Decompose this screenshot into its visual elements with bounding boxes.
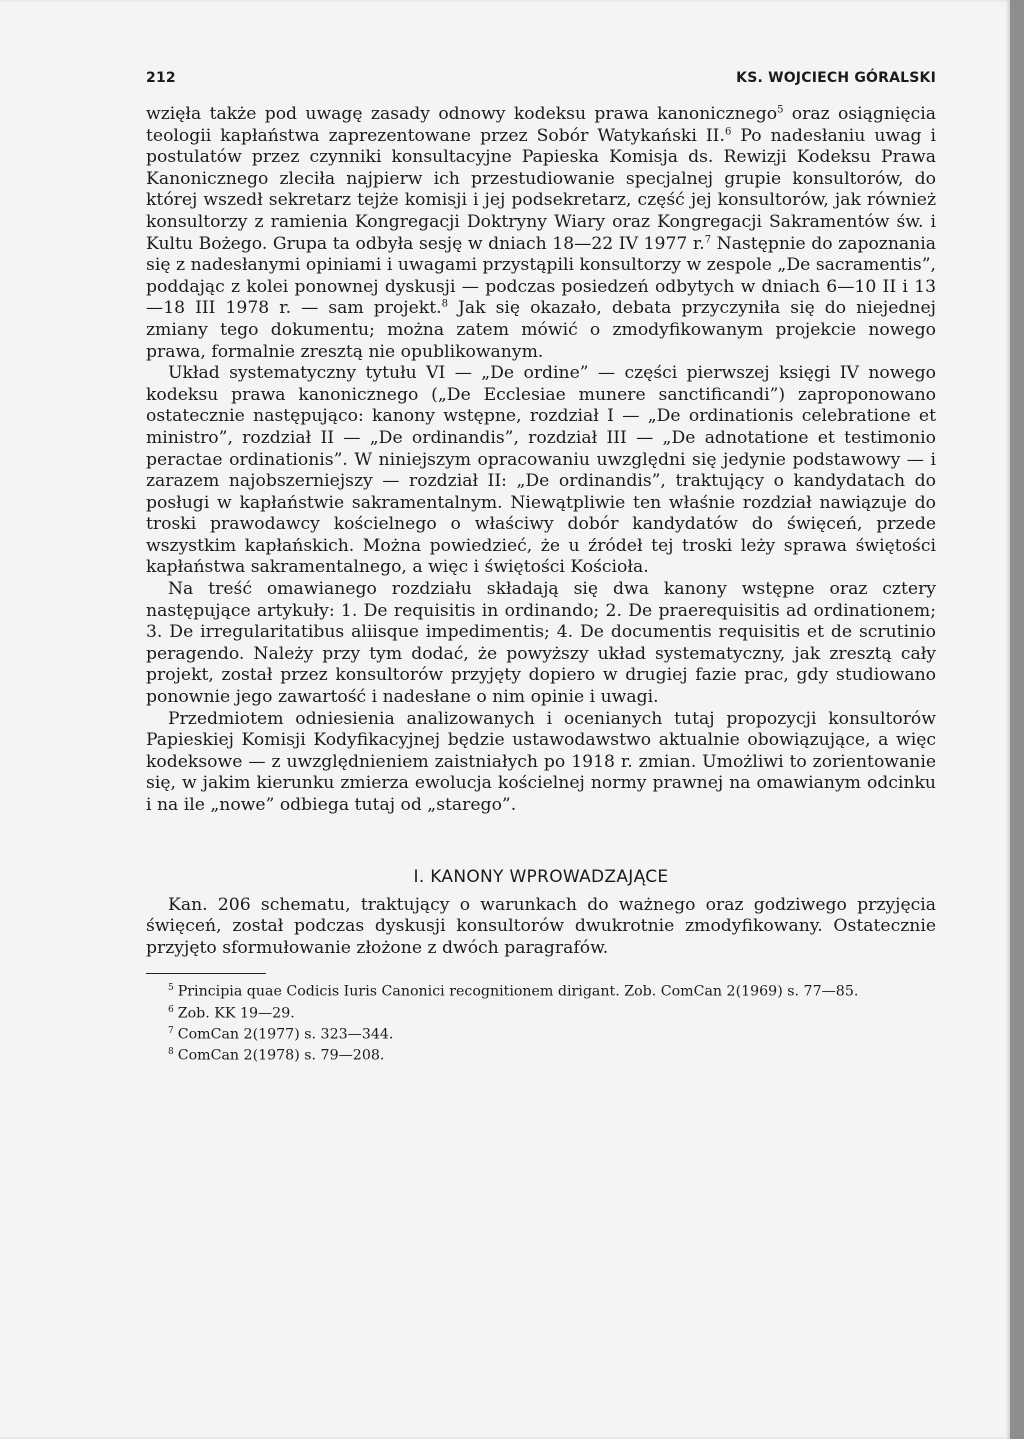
footnote-text: ComCan 2(1977) s. 323—344. (177, 1026, 394, 1043)
paragraph-text: Jak się okazało, debata przyczyniła się do niejednej zmiany tego dokumentu; można zatem mówić o zmodyfikowanym projekcie nowego prawa, formalnie zresztą nie opublikowanym. (146, 298, 936, 362)
body-text (146, 104, 936, 817)
body-paragraph (146, 709, 936, 817)
footnote (146, 1023, 936, 1044)
footnote (146, 1044, 936, 1065)
page-content (146, 70, 936, 1065)
paragraph-text: Układ systematyczny tytułu VI — „De ordine” — części pierwszej księgi IV nowego kodeksu prawa kanonicznego („De Ecclesiae munere sanctificandi”) zaproponowano ostatecznie następująco: kanony wstępne, rozdział I — „De ordinationis celebratione et ministro”, rozdział II — „De ordinandis”, rozdział III — „De adnotatione et testimonio peractae ordinationis”. W niniejszym opracowaniu uwzględni się jedynie podstawowy — i zarazem najobszerniejszy — rozdział II: „De ordinandis”, traktujący o kandydatach do posługi w kapłaństwie sakramentalnym. Niewątpliwie ten właśnie rozdział nawiązuje do troski prawodawcy kościelnego o właściwy dobór kandydatów do święceń, przede wszystkim kapłańskich. Można powiedzieć, że u źródeł tej troski leży sprawa świętości kapłaństwa sakramentalnego, a więc i świętości Kościoła. (146, 363, 936, 578)
footnote (146, 1002, 936, 1023)
footnote-text: Principia quae Codicis Iuris Canonici recognitionem dirigant. Zob. ComCan 2(1969) s. 77—85. (177, 984, 859, 1001)
footnote-number: 8 (168, 1047, 174, 1058)
footnotes (146, 980, 936, 1065)
footnote-reference: 6 (724, 125, 732, 137)
running-header (146, 70, 936, 86)
paragraph-text: oraz osiągnięcia teologii kapłaństwa zaprezentowane przez Sobór Watykański II. (146, 104, 936, 146)
footnote-number: 5 (168, 983, 174, 994)
footnote-text: ComCan 2(1978) s. 79—208. (177, 1047, 385, 1064)
section-paragraph: Kan. 206 schematu, traktujący o warunkach do ważnego oraz godziwego przyjęcia święceń, został podczas dyskusji konsultorów dwukrotnie zmodyfikowany. Ostatecznie przyjęto sformułowanie złożone z dwóch paragrafów. (146, 894, 936, 958)
paragraph-text: wzięła także pod uwagę zasady odnowy kodeksu prawa kanonicznego (146, 104, 778, 124)
footnote-number: 6 (168, 1004, 174, 1015)
body-paragraph (146, 363, 936, 579)
body-paragraph (146, 104, 936, 363)
section-heading: I. KANONY WPROWADZAJĄCE (413, 866, 669, 887)
footnote-reference: 8 (441, 298, 448, 310)
section-body (146, 895, 936, 960)
footnote-number: 7 (168, 1025, 174, 1036)
paragraph-text: Następnie do zapoznania się z nadesłanymi opiniami i uwagami przystąpili konsultorzy w zespole „De sacramentis”, poddając z kolei ponownej dyskusji — podczas posiedzeń odbytych w dniach 6—10 II i 13—18 III 1978 r. — sam projekt. (146, 233, 936, 319)
footnote-rule (146, 973, 266, 974)
footnote-text: Zob. KK 19—29. (177, 1005, 295, 1022)
paragraph-text: Przedmiotem odniesienia analizowanych i ocenianych tutaj propozycji konsultorów Papieskiej Komisji Kodyfikacyjnej będzie ustawodawstwo aktualnie obowiązujące, a więc kodeksowe — z uwzględnieniem zaistniałych po 1918 r. zmian. Umożliwi to zorientowanie się, w jakim kierunku zmierza ewolucja kościelnej normy prawnej na omawianym odcinku i na ile „nowe” odbiega tutaj od „starego”. (146, 708, 936, 815)
paragraph-text: Po nadesłaniu uwag i postulatów przez czynniki konsultacyjne Papieska Komisja ds. Rewizji Kodeksu Prawa Kanonicznego zleciła najpierw ich przestudiowanie specjalnej grupie konsultorów, do której wszedł sekretarz tejże komisji i jej podsekretarz, część jej konsultorów, jak również konsultorzy z ramienia Kongregacji Doktryny Wiary oraz Kongregacji Sakramentów św. i Kultu Bożego. Grupa ta odbyła sesję w dniach 18—22 IV 1977 r. (146, 125, 936, 254)
body-paragraph (146, 579, 936, 709)
running-head: KS. WOJCIECH GÓRALSKI (736, 70, 936, 86)
footnote-reference: 7 (704, 233, 712, 245)
paragraph-text: Na treść omawianego rozdziału składają się dwa kanony wstępne oraz cztery następujące artykuły: 1. De requisitis in ordinando; 2. De praerequisitis ad ordinationem; 3. De irregularitatibus aliisque impedimentis; 4. De documentis requisitis et de scrutinio peragendo. Należy przy tym dodać, że powyższy układ systematyczny, jak zresztą cały projekt, został przez konsultorów przyjęty dopiero w drugiej fazie prac, gdy studiowano ponownie jego zawartość i nadesłane o nim opinie i uwagi. (146, 579, 936, 708)
page-number: 212 (146, 70, 176, 86)
footnote (146, 980, 936, 1001)
page-edge-shadow (1010, 0, 1024, 1439)
footnote-reference: 5 (777, 104, 784, 116)
